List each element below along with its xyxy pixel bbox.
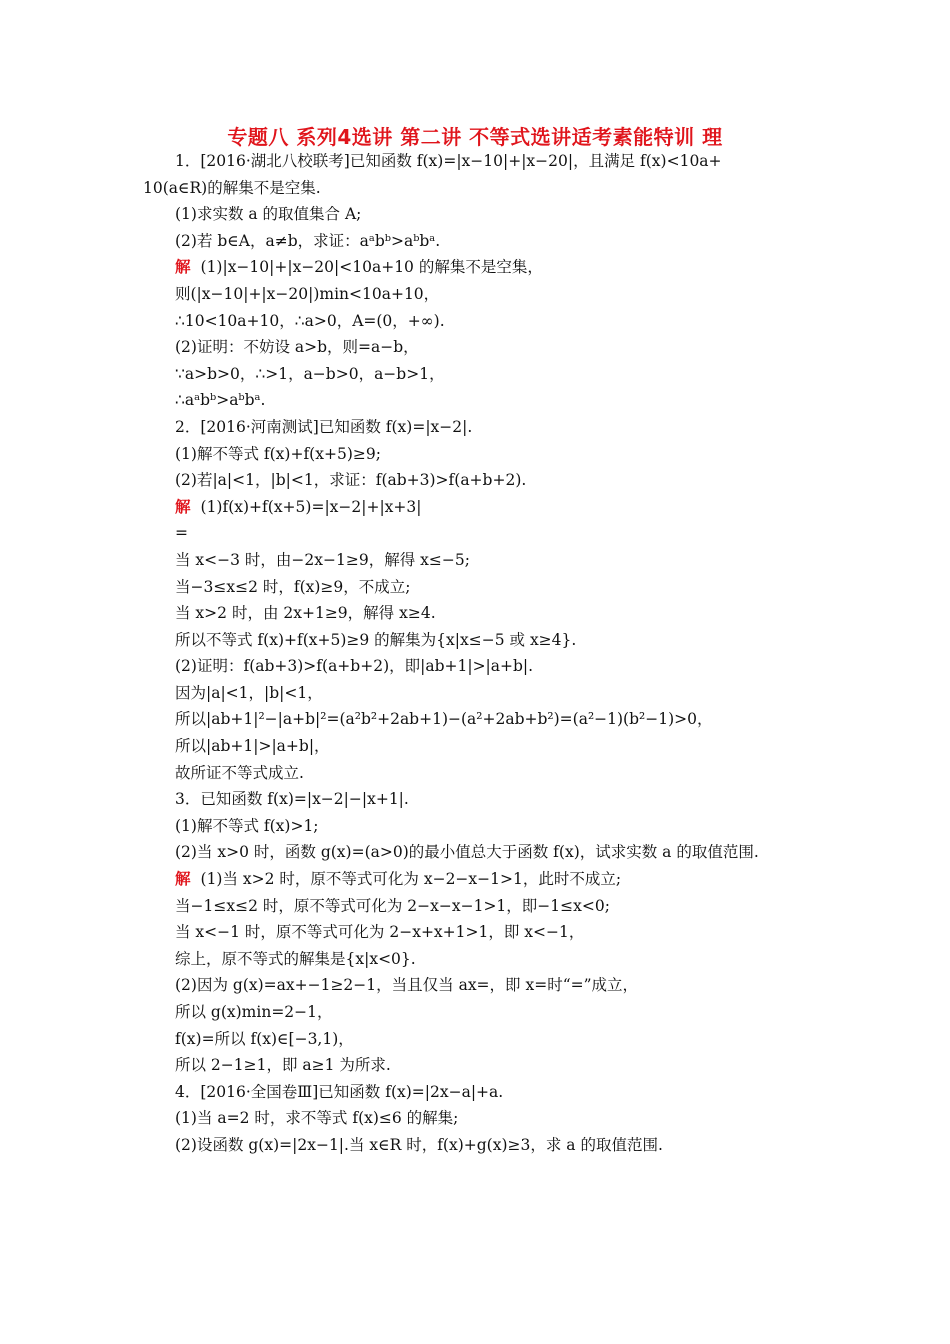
- text-line: (2)设函数 g(x)=|2x−1|.当 x∈R 时，f(x)+g(x)≥3，求 a 的取值范围.: [175, 1135, 663, 1154]
- text-line: (1)当 a=2 时，求不等式 f(x)≤6 的解集;: [175, 1109, 459, 1128]
- text-line: 则(|x−10|+|x−20|)min<10a+10，: [175, 284, 440, 303]
- text-line: (1)解不等式 f(x)+f(x+5)≥9;: [175, 444, 381, 463]
- text-line: ∵a>b>0，∴>1，a−b>0，a−b>1，: [175, 364, 445, 383]
- solution-line: 解 (1)|x−10|+|x−20|<10a+10 的解集不是空集，: [175, 258, 543, 277]
- text-line: ∴10<10a+10，∴a>0，A=(0，+∞).: [175, 311, 445, 330]
- text-line: =: [175, 524, 188, 543]
- text-line: (2)因为 g(x)=ax+−1≥2−1，当且仅当 ax=，即 x=时“=”成立，: [175, 976, 639, 995]
- text-line: 所以不等式 f(x)+f(x+5)≥9 的解集为{x|x≤−5 或 x≥4}.: [175, 630, 577, 649]
- solution-line: 解 (1)f(x)+f(x+5)=|x−2|+|x+3|: [175, 497, 422, 516]
- text-line: 当 x<−3 时，由−2x−1≥9，解得 x≤−5;: [175, 550, 470, 569]
- text-line: 所以 2−1≥1，即 a≥1 为所求.: [175, 1056, 391, 1075]
- text-line: (2)若|a|<1，|b|<1，求证：f(ab+3)>f(a+b+2).: [175, 471, 527, 490]
- text-line: (1)解不等式 f(x)>1;: [175, 816, 319, 835]
- text-line: (2)证明：f(ab+3)>f(a+b+2)，即|ab+1|>|a+b|.: [175, 657, 534, 676]
- text-line: 10(a∈R)的解集不是空集.: [143, 178, 321, 197]
- text-line: 故所证不等式成立.: [175, 763, 304, 782]
- text-line: 3．已知函数 f(x)=|x−2|−|x+1|.: [175, 790, 409, 809]
- text-line: 2．[2016·河南测试]已知函数 f(x)=|x−2|.: [175, 417, 473, 436]
- text-line: ∴aᵃbᵇ>aᵇbᵃ.: [175, 391, 266, 410]
- text-line: (2)证明：不妨设 a>b，则=a−b，: [175, 338, 419, 357]
- text-line: f(x)=所以 f(x)∈[−3,1)，: [175, 1029, 354, 1048]
- text-line: 1．[2016·湖北八校联考]已知函数 f(x)=|x−10|+|x−20|，且满足 f(x)<10a+: [175, 152, 722, 170]
- text-line: (1)求实数 a 的取值集合 A;: [175, 205, 362, 224]
- solution-marker: 解: [175, 497, 191, 516]
- text-line: 当 x>2 时，由 2x+1≥9，解得 x≥4.: [175, 604, 436, 623]
- text-line: 所以 g(x)min=2−1，: [175, 1003, 333, 1021]
- solution-marker: 解: [175, 870, 191, 889]
- solution-line: 解 (1)当 x>2 时，原不等式可化为 x−2−x−1>1，此时不成立;: [175, 870, 622, 889]
- text-line: 当−1≤x≤2 时，原不等式可化为 2−x−x−1>1，即−1≤x<0;: [175, 896, 610, 915]
- text-line: 4．[2016·全国卷Ⅲ]已知函数 f(x)=|2x−a|+a.: [175, 1082, 504, 1101]
- text-line: 所以|ab+1|²−|a+b|²=(a²b²+2ab+1)−(a²+2ab+b²)=(a²−1)(b²−1)>0，: [175, 710, 713, 729]
- text-line: 综上，原不等式的解集是{x|x<0}.: [175, 949, 416, 968]
- text-line: 所以|ab+1|>|a+b|，: [175, 737, 330, 756]
- text-line: 当 x<−1 时，原不等式可化为 2−x+x+1>1，即 x<−1，: [175, 923, 585, 942]
- document-body: [143, 148, 815, 1159]
- text-line: (2)若 b∈A，a≠b，求证：aᵃbᵇ>aᵇbᵃ.: [175, 231, 441, 250]
- document-title: 专题八 系列4选讲 第二讲 不等式选讲适考素能特训 理: [227, 125, 723, 149]
- solution-marker: 解: [175, 258, 191, 277]
- text-line: (2)当 x>0 时，函数 g(x)=(a>0)的最小值总大于函数 f(x)，试求实数 a 的取值范围.: [175, 843, 759, 862]
- text-line: 因为|a|<1，|b|<1，: [175, 683, 323, 702]
- text-line: 当−3≤x≤2 时，f(x)≥9，不成立;: [175, 577, 411, 596]
